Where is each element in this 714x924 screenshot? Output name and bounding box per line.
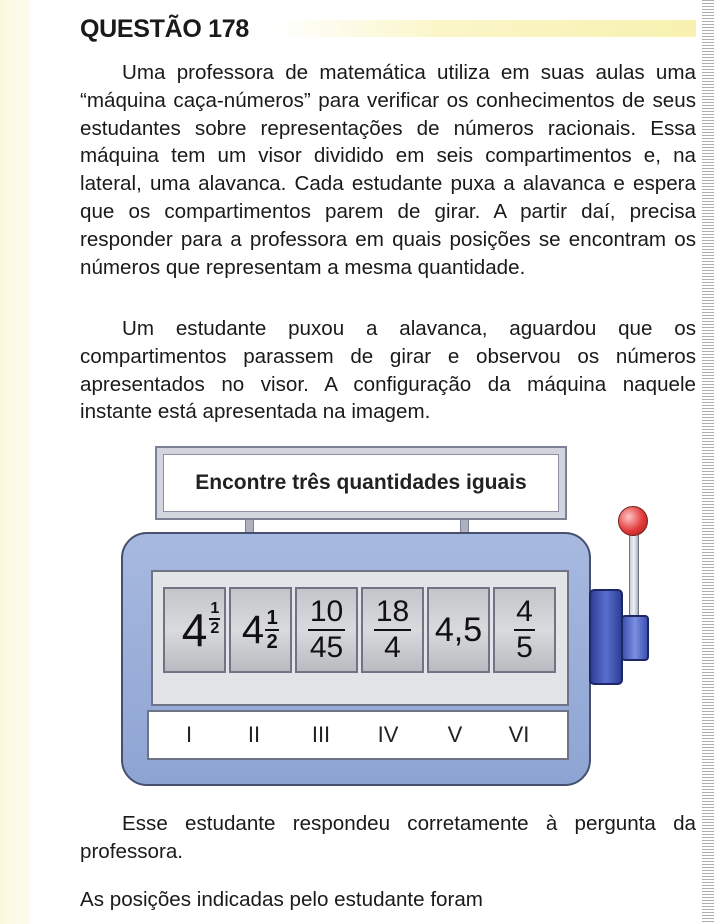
statement-paragraph-1 — [80, 59, 696, 281]
position-label-2: II — [247, 722, 261, 747]
statement-paragraph-3-text: Esse estudante respondeu corretamente à pergunta da professora. — [80, 812, 696, 863]
machine-body — [121, 532, 591, 786]
reel-5 — [427, 587, 490, 673]
question-header — [80, 14, 696, 44]
question-title-highlight-bar — [272, 20, 696, 37]
reel-1-exponent-numerator: 1 — [210, 600, 220, 617]
question-title: QUESTÃO 178 — [80, 15, 249, 43]
reel-1-power — [181, 600, 220, 656]
reel-2-mixed-number — [242, 608, 279, 652]
statement-paragraph-2 — [80, 315, 696, 426]
reel-6-fraction — [514, 597, 535, 663]
reel-4-denominator: 4 — [384, 631, 401, 664]
reel-4 — [361, 587, 424, 673]
reel-2-fraction — [265, 608, 279, 652]
reel-3 — [295, 587, 358, 673]
lever-shaft — [629, 526, 639, 620]
reel-5-decimal: 4,5 — [434, 610, 483, 649]
reel-3-fraction — [308, 597, 345, 663]
reel-3-denominator: 45 — [309, 631, 344, 664]
position-label-1: I — [185, 722, 193, 747]
statement-paragraph-1-text: Uma professora de matemática utiliza em suas aulas uma “máquina caça-números” para verificar os conhecimentos de seus estudantes sobre representações de números racionais. Essa máquina tem um visor dividido em seis compartimentos e, na lateral, uma alavanca. Cada estudante puxa a alavanca e espera que os compartimentos parem de girar. A partir daí, precisa responder para a professora em quais posições se encontram os números que representam a mesma quantidade. — [80, 61, 696, 279]
machine-display-window — [151, 570, 569, 706]
statement-paragraph-3 — [80, 810, 696, 866]
reel-2-denominator: 2 — [266, 631, 278, 653]
reel-6-denominator: 5 — [516, 631, 533, 664]
reel-1 — [163, 587, 226, 673]
reel-4-fraction — [374, 597, 411, 663]
number-hunting-machine-figure — [115, 444, 655, 789]
position-label-6: VI — [508, 722, 530, 747]
reel-1-exponent — [209, 601, 220, 637]
left-decorative-strip — [0, 0, 30, 924]
right-page-border — [702, 0, 714, 924]
position-label-5: V — [447, 722, 463, 747]
position-label-4: IV — [377, 722, 399, 747]
question-prompt: As posições indicadas pelo estudante foram — [80, 888, 483, 911]
reel-4-numerator: 18 — [375, 595, 410, 628]
reel-1-base: 4 — [181, 604, 208, 656]
machine-sign-text: Encontre três quantidades iguais — [163, 454, 559, 512]
reel-2-whole: 4 — [241, 608, 265, 652]
statement-paragraph-2-text: Um estudante puxou a alavanca, aguardou que os compartimentos parassem de girar e observou os números apresentados no visor. A configuração da máquina naquele instante está apresentada na imagem. — [80, 317, 696, 424]
lever-mount — [589, 589, 623, 685]
reel-6-numerator: 4 — [516, 595, 533, 628]
reel-3-numerator: 10 — [309, 595, 344, 628]
reel-2-numerator: 1 — [266, 607, 278, 629]
lever-handle-cap — [621, 615, 649, 661]
position-label-3: III — [311, 722, 331, 747]
reel-6 — [493, 587, 556, 673]
reel-2 — [229, 587, 292, 673]
position-label-bar — [147, 710, 569, 760]
lever-knob — [618, 506, 648, 536]
machine-sign — [155, 446, 567, 520]
reel-1-exponent-denominator: 2 — [210, 620, 220, 637]
